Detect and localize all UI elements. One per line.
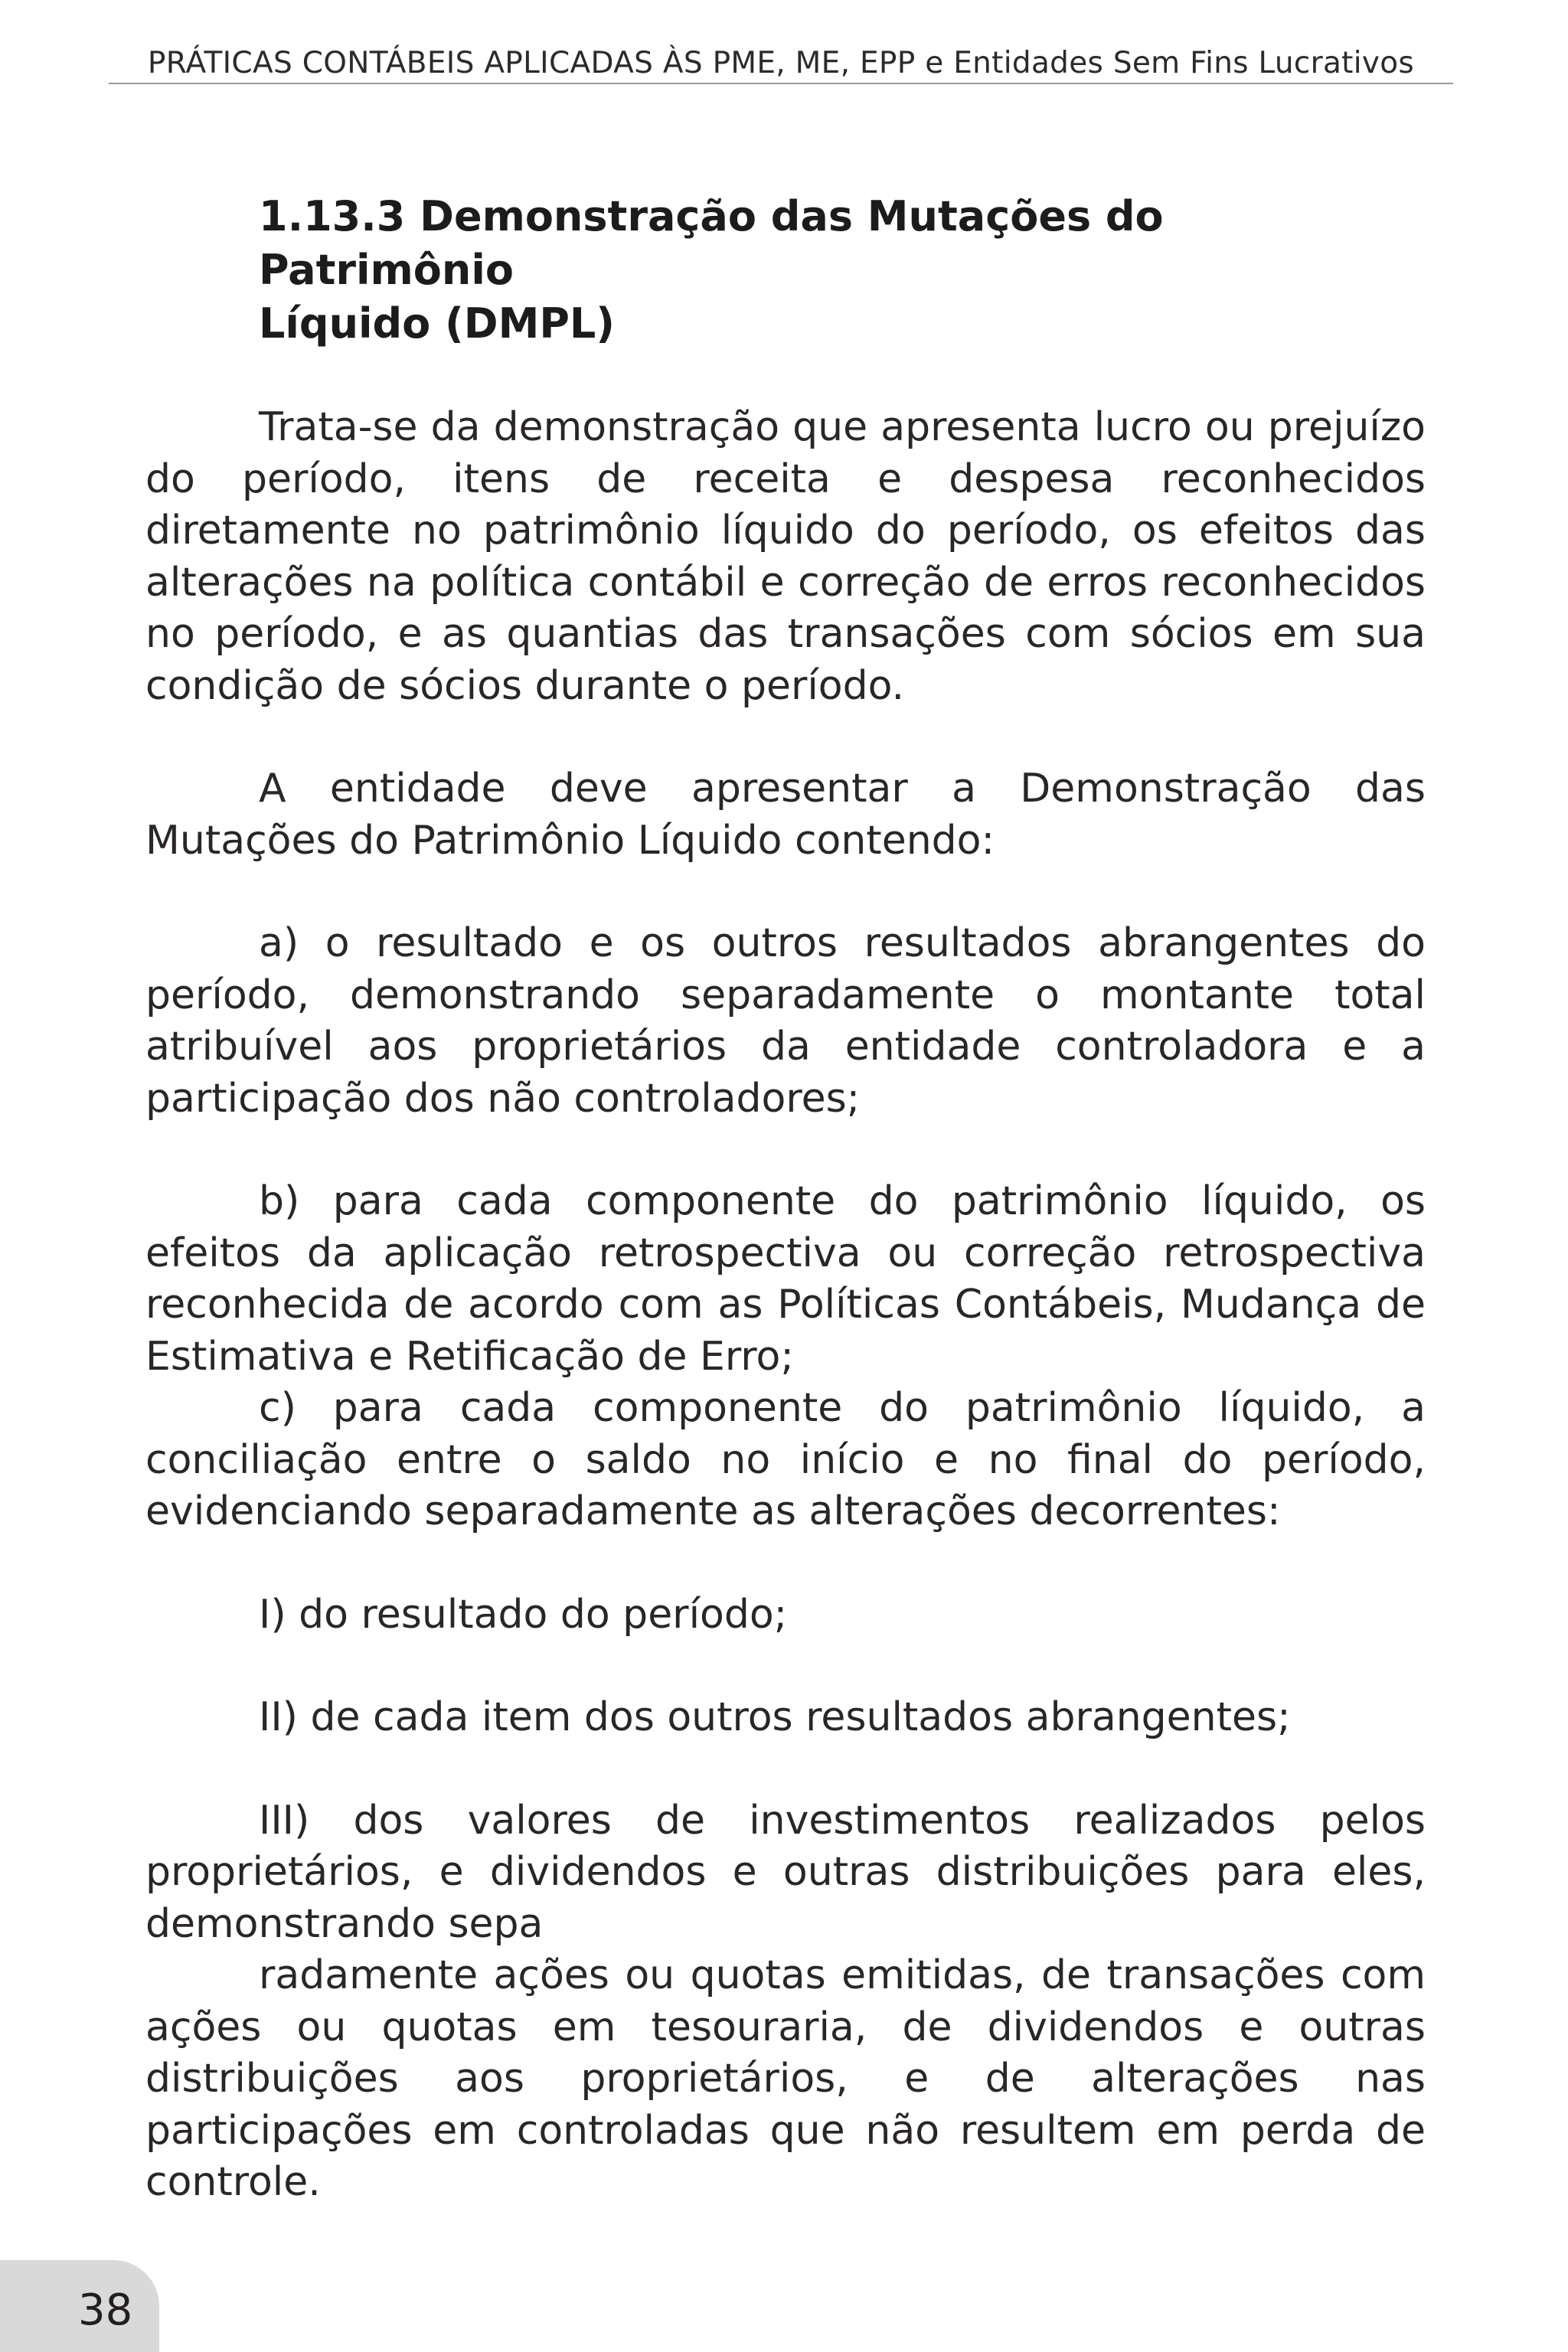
list-item-I: I) do resultado do período; bbox=[259, 1591, 788, 1638]
header-rule bbox=[109, 83, 1453, 84]
list-item-II: II) de cada item dos outros resultados abrangentes; bbox=[259, 1694, 1291, 1740]
section-title-line1: 1.13.3 Demonstração das Mutações do Patrimônio bbox=[259, 192, 1164, 294]
page-number: 38 bbox=[78, 2285, 133, 2335]
list-item-b: b) para cada componente do patrimônio líquido, os efeitos da aplicação retrospectiva ou correção retrospectiva reconhecida de acordo com as Políticas Contábeis, Mudança de Estimativa e Retificação de Erro; bbox=[145, 1178, 1426, 1380]
list-item-a: a) o resultado e os outros resultados abrangentes do período, demonstrando separadamente o montante total atribuível aos proprietários da entidade controladora e a participação dos não controladores; bbox=[145, 920, 1426, 1122]
section-title bbox=[259, 190, 1426, 351]
running-header: PRÁTICAS CONTÁBEIS APLICADAS ÀS PME, ME, EPP e Entidades Sem Fins Lucrativos bbox=[147, 46, 1415, 80]
list-item-III-part2: radamente ações ou quotas emitidas, de transações com ações ou quotas em tesouraria, de dividendos e outras distribuições aos proprietários, e de alterações nas participações em controladas que não resultem em perda de controle. bbox=[145, 1952, 1426, 2205]
list-item-c: c) para cada componente do patrimônio líquido, a conciliação entre o saldo no início e no final do período, evidenciando separadamente as alterações decorrentes: bbox=[145, 1385, 1426, 1534]
paragraph-requirements-intro: A entidade deve apresentar a Demonstração das Mutações do Patrimônio Líquido contendo: bbox=[145, 766, 1426, 864]
section-title-line2: Líquido (DMPL) bbox=[259, 299, 615, 348]
page-content bbox=[145, 190, 1426, 2209]
paragraph-definition: Trata-se da demonstração que apresenta lucro ou prejuízo do período, itens de receita e despesa reconhecidos diretamente no patrimônio líquido do período, os efeitos das alterações na política contábil e correção de erros reconhecidos no período, e as quantias das transações com sócios em sua condição de sócios durante o período. bbox=[145, 404, 1426, 709]
list-item-III-part1: III) dos valores de investimentos realizados pelos proprietários, e dividendos e outras distribuições para eles, demonstrando sepa bbox=[145, 1797, 1426, 1947]
